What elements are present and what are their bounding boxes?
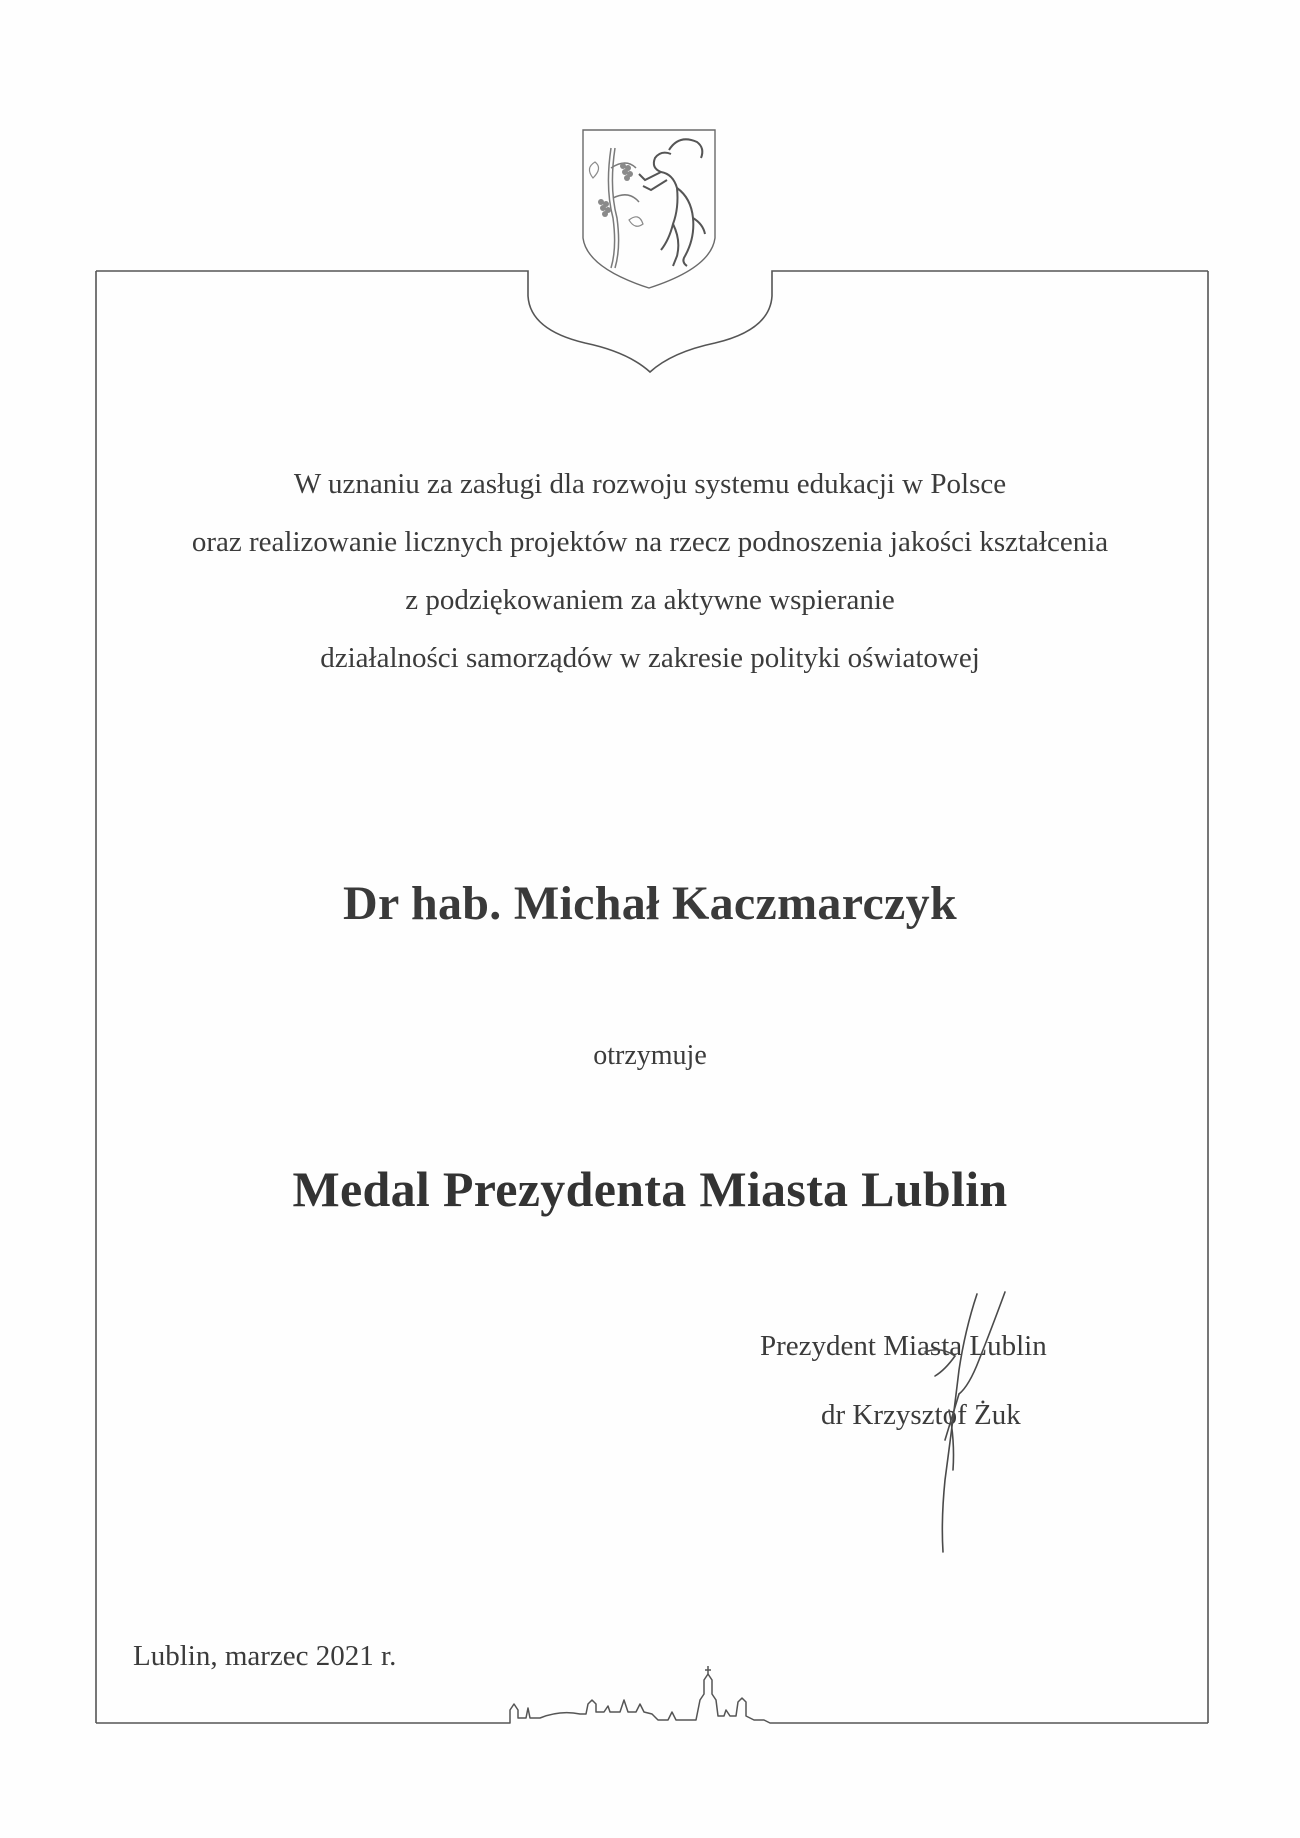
lublin-skyline-icon	[500, 1620, 820, 1726]
place-and-date: Lublin, marzec 2021 r.	[133, 1640, 397, 1672]
receives-label: otrzymuje	[593, 1040, 707, 1071]
handwritten-signature-icon	[915, 1290, 1025, 1560]
dedication-line: działalności samorządów w zakresie polityki oświatowej	[320, 642, 980, 674]
dedication-line: oraz realizowanie licznych projektów na rzecz podnoszenia jakości kształcenia	[191, 526, 1109, 558]
lublin-coat-of-arms-icon	[581, 128, 717, 291]
award-name: Medal Prezydenta Miasta Lublin	[292, 1161, 1008, 1217]
dedication-line: W uznaniu za zasługi dla rozwoju systemu edukacji w Polsce	[293, 468, 1007, 500]
dedication-text	[100, 455, 1200, 687]
signer-title: Prezydent Miasta Lublin	[760, 1330, 1047, 1362]
recipient-name: Dr hab. Michał Kaczmarczyk	[343, 877, 957, 930]
signer-name: dr Krzysztof Żuk	[821, 1399, 1021, 1431]
dedication-line: z podziękowaniem za aktywne wspieranie	[405, 584, 895, 616]
